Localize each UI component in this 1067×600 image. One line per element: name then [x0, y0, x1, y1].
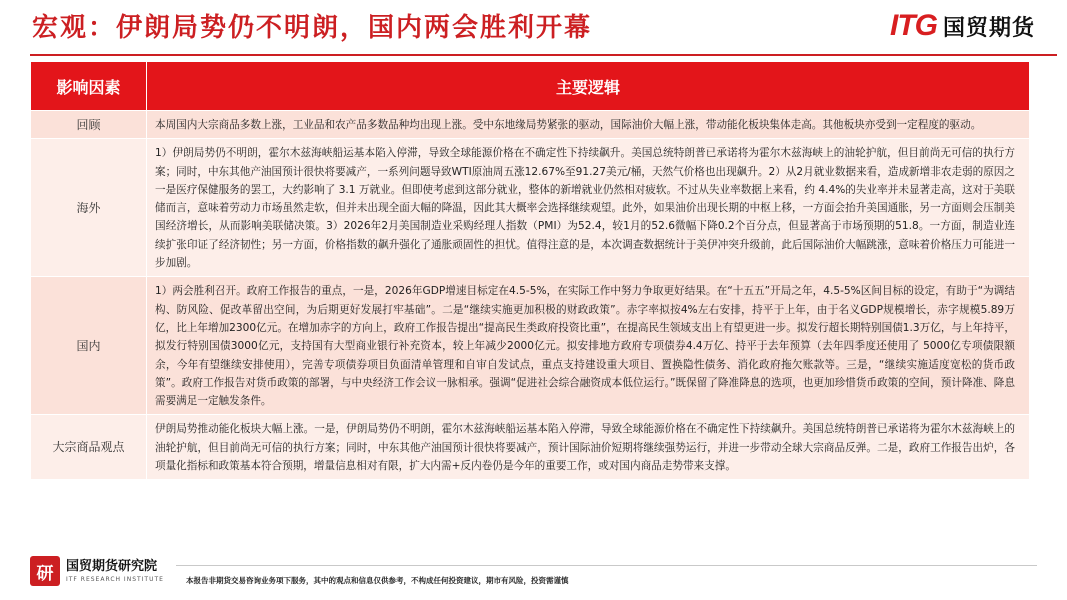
- table-row-review: [31, 111, 1030, 139]
- disclaimer-text: 本报告非期货交易咨询业务项下服务，其中的观点和信息仅供参考，不构成任何投资建议，期市有风险，投资需谨慎: [186, 576, 569, 585]
- header-logic: 主要逻辑: [147, 62, 1030, 111]
- row-factor-label: 大宗商品观点: [31, 415, 147, 480]
- institute-name-en: ITF RESEARCH INSTITUTE: [66, 575, 164, 583]
- table-row-overseas: [31, 139, 1030, 277]
- page-title: 宏观：伊朗局势仍不明朗，国内两会胜利开幕: [32, 13, 593, 43]
- row-factor-label: 海外: [31, 139, 147, 277]
- table-row-commodity-view: [31, 415, 1030, 480]
- row-logic-text: 1）两会胜利召开。政府工作报告的重点，一是，2026年GDP增速目标定在4.5-5%，在实际工作中努力争取更好结果。在“十五五”开局之年，4.5-5%区间目标的设定，有助于“为调结构、防风险、促改革留出空间，为后期更好发展打牢基础”。二是“继续实施更加积极的财政政策”。赤字率拟按4%左右安排，持平于上年，由于名义GDP规模增长，赤字规模5.89万亿，比上年增加2300亿元。在增加赤字的方向上，政府工作报告提出“提高民生类政府投资比重”，在提高民生领域支出上有望更进一步。拟发行超长期特别国债1.3万亿，与上年持平，拟发行特别国债3000亿元，支持国有大型商业银行补充资本，较上年减少2000亿元。拟安排地方政府专项债券4.4万亿、持平于去年预算（去年四季度还使用了 5000亿专项债限额余，今年有望继续安排使用），完善专项债券项目负面清单管理和自审自发试点，重点支持建设重大项目、置换隐性债务、消化政府拖欠账款等。三是，“继续实施适度宽松的货币政策”。政府工作报告对货币政策的部署，与中央经济工作会议一脉相承。强调“促进社会综合融资成本低位运行。”既保留了降准降息的选项，也更加珍惜货币政策的空间，预计降准、降息需要满足一定触发条件。: [147, 277, 1030, 415]
- institute-name-cn: 国贸期货研究院: [66, 558, 158, 574]
- brand-logo-latin: ITG: [889, 9, 937, 42]
- header-factor: 影响因素: [31, 62, 147, 111]
- brand-logo-cn: 国贸期货: [942, 15, 1035, 41]
- row-logic-text: 1）伊朗局势仍不明朗，霍尔木兹海峡船运基本陷入停滞，导致全球能源价格在不确定性下持续飙升。美国总统特朗普已承诺将为霍尔木兹海峡上的油轮护航，但目前尚无可信的执行方案；同时，中东其他产油国预计很快将要减产，一系列问题导致WTI原油周五涨12.67%至91.27美元/桶，天然气价格也出现飙升。2）从2月就业数据来看，造成新增非农走弱的原因之一是医疗保健服务的罢工，大约影响了 3.1 万就业。但即使考虑到这部分就业，整体的新增就业仍然相对疲软。不过从失业率数据上来看，约 4.4%的失业率并未显著走高，这对于美联储而言，意味着劳动力市场虽然走软，但并未出现全面大幅的降温，因此其大概率会选择继续观望。此外，如果油价出现长期的中枢上移，一方面会抬升美国通胀，另一方面则会压制美国经济增长，从而影响美联储决策。3）2026年2月美国制造业采购经理人指数（PMI）为52.4，较1月的52.6微幅下降0.2个百分点，但显著高于市场预期的51.8。一方面，制造业连续扩张印证了经济韧性；另一方面，价格指数的飙升强化了通胀顽固性的担忧。值得注意的是，本次调查数据统计于美伊冲突升级前，此后国际油价大幅跳涨，意味着价格压力可能进一步加剧。: [147, 139, 1030, 277]
- row-logic-text: 伊朗局势推动能化板块大幅上涨。一是，伊朗局势仍不明朗，霍尔木兹海峡船运基本陷入停滞，导致全球能源价格在不确定性下持续飙升。美国总统特朗普已承诺将为霍尔木兹海峡上的油轮护航，但目前尚无可信的执行方案；同时，中东其他产油国预计很快将要减产，预计国际油价短期将继续强势运行，并进一步带动全球大宗商品反弹。二是，政府工作报告出炉，各项量化指标和政策基本符合预期，增量信息相对有限，扩大内需+反内卷仍是今年的重要工作，或对国内商品走势带来支撑。: [147, 415, 1030, 480]
- footer-divider: [176, 565, 1037, 566]
- row-factor-label: 国内: [31, 277, 147, 415]
- title-divider: [30, 54, 1057, 56]
- table-row-domestic: [31, 277, 1030, 415]
- brand-logo: [890, 8, 1035, 44]
- logic-table: [30, 61, 1030, 480]
- row-logic-text: 本周国内大宗商品多数上涨，工业品和农产品多数品种均出现上涨。受中东地缘局势紧张的驱动，国际油价大幅上涨，带动能化板块集体走高。其他板块亦受到一定程度的驱动。: [147, 111, 1030, 139]
- table-header-row: [31, 62, 1030, 111]
- institute-seal-icon: 研: [30, 556, 60, 586]
- row-factor-label: 回顾: [31, 111, 147, 139]
- research-institute-logo: [30, 556, 164, 586]
